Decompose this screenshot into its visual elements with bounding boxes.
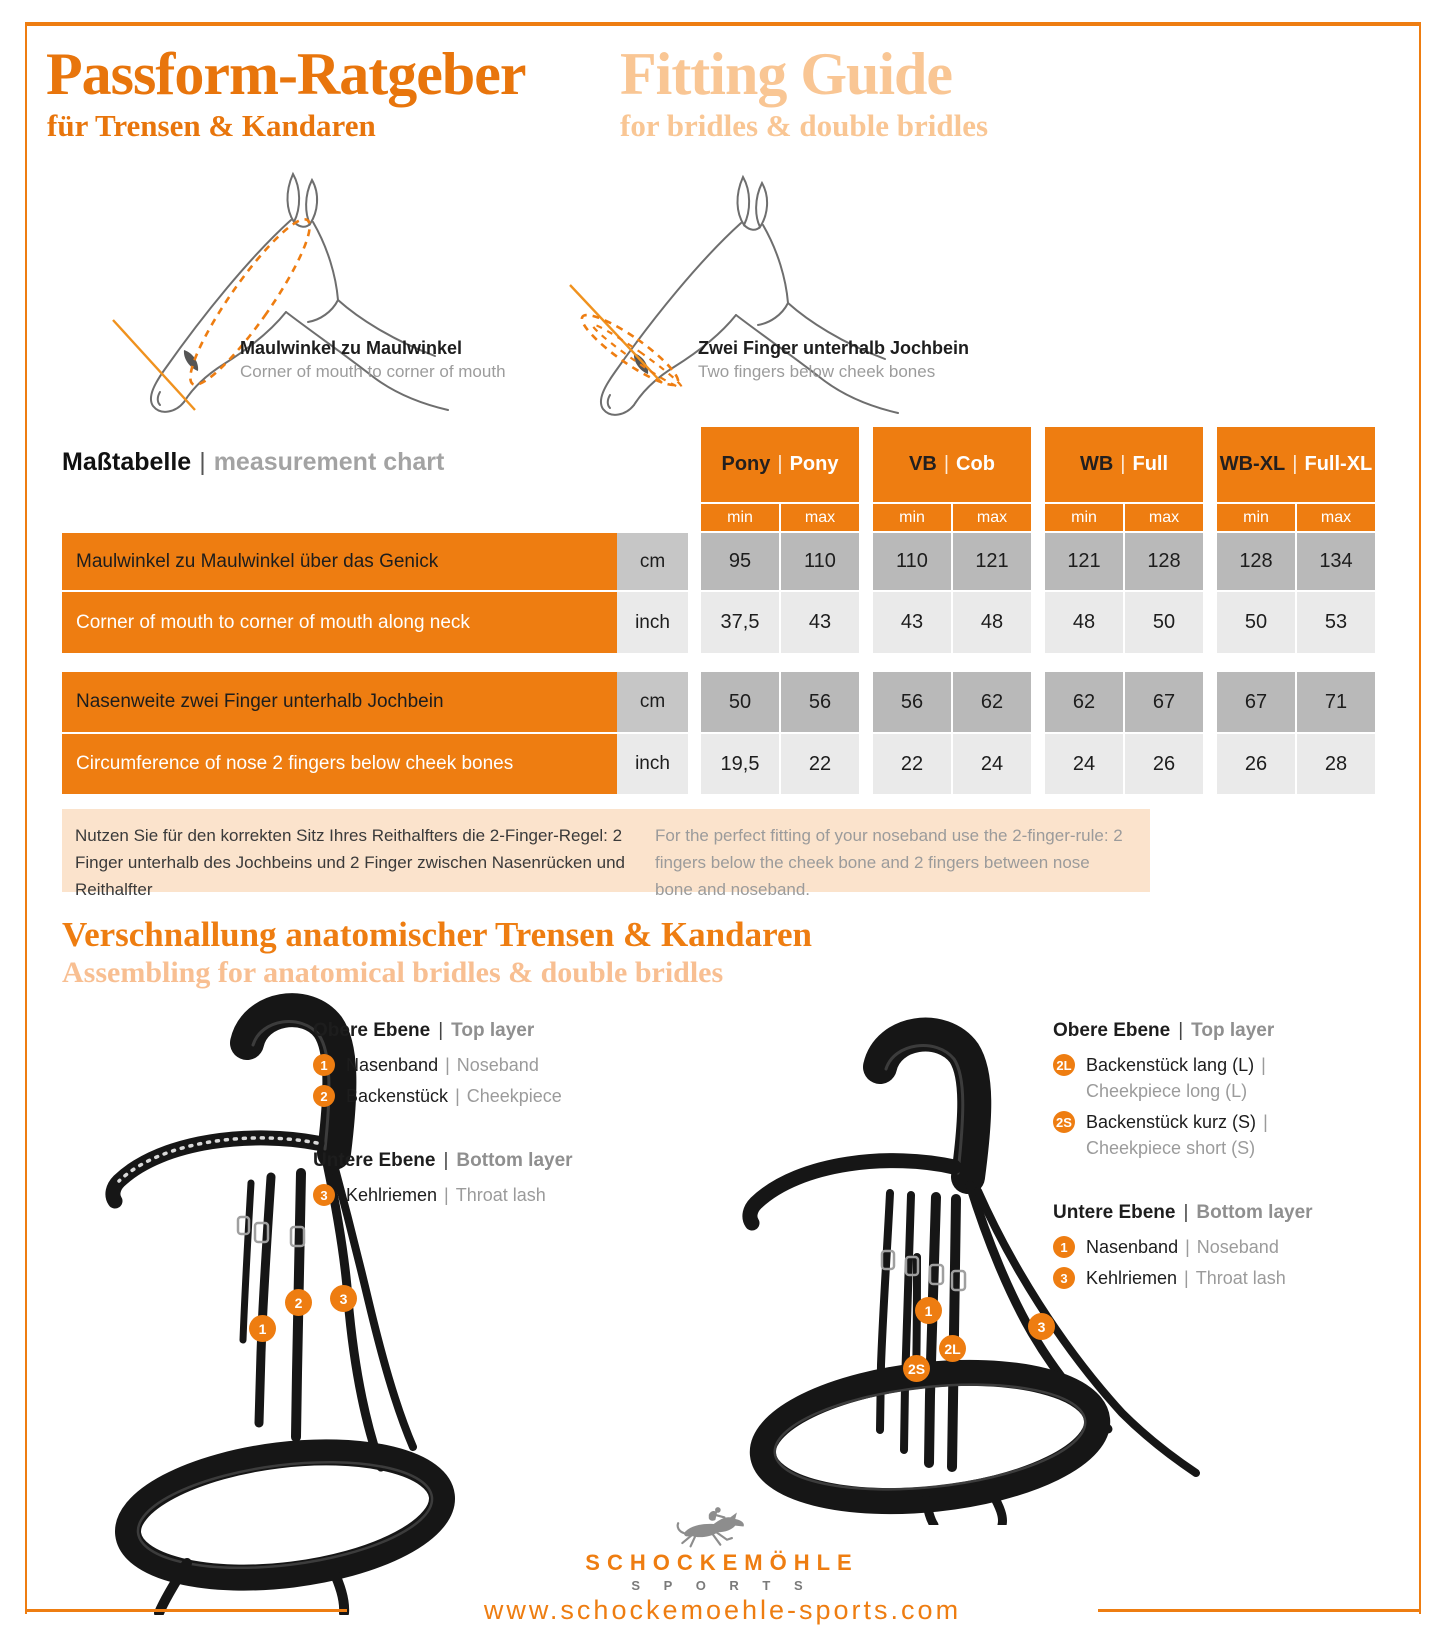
table-cell: 121 (1045, 533, 1123, 590)
marker-badge-2l-right: 2L (939, 1335, 966, 1362)
table-cell: 53 (1297, 592, 1375, 653)
values-full (1045, 734, 1203, 794)
legend-item-throat-lash: 3 Kehlriemen | Throat lash (313, 1184, 643, 1206)
top-layer-heading: Obere Ebene | Top layer (313, 1020, 535, 1041)
legend-item-throat-lash: 3 Kehlriemen | Throat lash (1053, 1267, 1383, 1289)
table-cell: 28 (1297, 734, 1375, 794)
table-cell: 67 (1125, 672, 1203, 732)
row-label-mouth-inch: Corner of mouth to corner of mouth along neck (62, 592, 617, 653)
values-pony (701, 672, 859, 732)
horse-head-measure-nose-illustration (550, 155, 900, 425)
values-pony (701, 592, 859, 653)
top-layer-heading: Obere Ebene | Top layer (1053, 1020, 1275, 1041)
table-cell: 110 (781, 533, 859, 590)
values-pony (701, 734, 859, 794)
page-subtitle-english: for bridles & double bridles (620, 108, 989, 143)
table-cell: 50 (1217, 592, 1295, 653)
legend-right-bridle (1053, 1020, 1383, 1298)
unit-cell: cm (617, 533, 688, 590)
marker-badge-2s-right: 2S (903, 1355, 930, 1382)
marker-2s-badge: 2S (1053, 1111, 1075, 1133)
table-cell: 19,5 (701, 734, 779, 794)
table-cell: 110 (873, 533, 951, 590)
values-pony (701, 533, 859, 590)
table-cell: 22 (873, 734, 951, 794)
table-cell: 134 (1297, 533, 1375, 590)
marker-badge-2-left: 2 (285, 1289, 312, 1316)
table-cell: 128 (1217, 533, 1295, 590)
minmax-header-full-xl: min max (1217, 504, 1375, 531)
bottom-rule-left (25, 1609, 347, 1612)
row-label-nose-inch: Circumference of nose 2 fingers below cheek bones (62, 734, 617, 794)
website-url: www.schockemoehle-sports.com (483, 1595, 962, 1625)
values-full (1045, 672, 1203, 732)
table-cell: 50 (701, 672, 779, 732)
size-header-full-xl: WB-XL | Full-XL (1217, 427, 1375, 502)
table-title: Maßtabelle | measurement chart (62, 448, 445, 476)
marker-badge-1-left: 1 (249, 1315, 276, 1342)
brand-subname: S P O R T S (631, 1578, 813, 1593)
fitting-note-german: Nutzen Sie für den korrekten Sitz Ihres Reithalfters die 2-Finger-Regel: 2 Finger unterhalb des Jochbeins und 2 Finger zwischen Nasenrücken und Reithalfter (75, 826, 625, 900)
marker-1-badge: 1 (1053, 1236, 1075, 1258)
fitting-note-english: For the perfect fitting of your noseband use the 2-finger-rule: 2 fingers below the cheek bone and 2 fingers between nose bone and noseband. (655, 826, 1123, 900)
right-measure-caption-german: Zwei Finger unterhalb Jochbein (698, 338, 970, 358)
legend-item-cheekpiece-short: 2S Backenstück kurz (S) | Cheekpiece short (S) (1053, 1111, 1383, 1159)
left-measure-caption-german: Maulwinkel zu Maulwinkel (240, 338, 463, 358)
legend-item-cheekpiece-long: 2L Backenstück lang (L) | Cheekpiece long (L) (1053, 1054, 1383, 1102)
marker-2-badge: 2 (313, 1085, 335, 1107)
table-cell: 56 (873, 672, 951, 732)
values-cob (873, 734, 1031, 794)
minmax-header-full: min max (1045, 504, 1203, 531)
marker-3-badge: 3 (1053, 1267, 1075, 1289)
values-full-xl (1217, 592, 1375, 653)
legend-item-noseband: 1 Nasenband | Noseband (1053, 1236, 1383, 1258)
marker-badge-3-right: 3 (1028, 1313, 1055, 1340)
table-cell: 22 (781, 734, 859, 794)
table-cell: 62 (1045, 672, 1123, 732)
bottom-layer-heading: Untere Ebene | Bottom layer (1053, 1202, 1313, 1223)
unit-cell: cm (617, 672, 688, 732)
table-cell: 62 (953, 672, 1031, 732)
table-cell: 50 (1125, 592, 1203, 653)
legend-item-noseband: 1 Nasenband | Noseband (313, 1054, 643, 1076)
table-cell: 26 (1125, 734, 1203, 794)
table-title-english: measurement chart (213, 448, 445, 476)
row-label-mouth-cm: Maulwinkel zu Maulwinkel über das Genick (62, 533, 617, 590)
legend-left-bridle (313, 1020, 643, 1215)
marker-3-badge: 3 (313, 1184, 335, 1206)
table-cell: 48 (1045, 592, 1123, 653)
row-label-nose-cm: Nasenweite zwei Finger unterhalb Jochbein (62, 672, 617, 732)
minmax-header-pony: min max (701, 504, 859, 531)
marker-badge-1-right: 1 (915, 1297, 942, 1324)
marker-badge-3-left: 3 (330, 1285, 357, 1312)
unit-cell: inch (617, 734, 688, 794)
page-title-english: Fitting Guide (620, 41, 953, 107)
values-full (1045, 592, 1203, 653)
values-full-xl (1217, 734, 1375, 794)
table-cell: 43 (781, 592, 859, 653)
table-cell: 24 (1045, 734, 1123, 794)
table-cell: 67 (1217, 672, 1295, 732)
unit-cell: inch (617, 592, 688, 653)
table-cell: 48 (953, 592, 1031, 653)
table-cell: 26 (1217, 734, 1295, 794)
table-cell: 128 (1125, 533, 1203, 590)
brand-name: SCHOCKEMÖHLE (585, 1550, 859, 1575)
page-title-german: Passform-Ratgeber (46, 41, 526, 107)
page-subtitle-german: für Trensen & Kandaren (47, 108, 376, 143)
table-cell: 24 (953, 734, 1031, 794)
assembly-title-english: Assembling for anatomical bridles & double bridles (62, 956, 724, 989)
size-header-pony: Pony | Pony (701, 427, 859, 502)
marker-2l-badge: 2L (1053, 1054, 1075, 1076)
table-cell: 121 (953, 533, 1031, 590)
left-measure-caption-english: Corner of mouth to corner of mouth (240, 362, 506, 381)
minmax-header-cob: min max (873, 504, 1031, 531)
table-cell: 56 (781, 672, 859, 732)
legend-item-cheekpiece: 2 Backenstück | Cheekpiece (313, 1085, 643, 1107)
brand-logo-horse-rider-icon (672, 1505, 772, 1548)
size-header-full: WB | Full (1045, 427, 1203, 502)
table-cell: 43 (873, 592, 951, 653)
values-cob (873, 672, 1031, 732)
bottom-layer-heading: Untere Ebene | Bottom layer (313, 1150, 573, 1171)
table-cell: 37,5 (701, 592, 779, 653)
marker-1-badge: 1 (313, 1054, 335, 1076)
values-cob (873, 592, 1031, 653)
bottom-rule-right (1098, 1609, 1419, 1612)
table-cell: 71 (1297, 672, 1375, 732)
table-title-german: Maßtabelle (62, 448, 192, 476)
values-cob (873, 533, 1031, 590)
values-full-xl (1217, 672, 1375, 732)
table-cell: 95 (701, 533, 779, 590)
values-full (1045, 533, 1203, 590)
values-full-xl (1217, 533, 1375, 590)
assembly-title-german: Verschnallung anatomischer Trensen & Kandaren (62, 915, 813, 954)
right-measure-caption-english: Two fingers below cheek bones (698, 362, 936, 381)
size-header-cob: VB | Cob (873, 427, 1031, 502)
